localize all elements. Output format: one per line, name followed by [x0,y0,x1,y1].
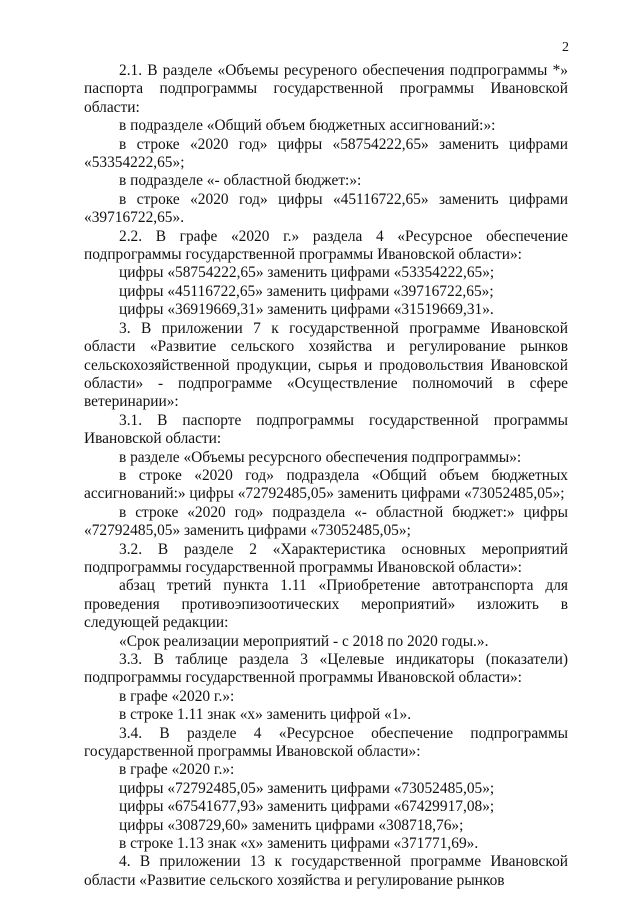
paragraph-figures-6: цифры «308729,60» заменить цифрами «308718,76»; [119,816,464,834]
paragraph-subsection-regional: в подразделе «- областной бюджет:»: [119,172,362,190]
paragraph-row-2020-total: в строке «2020 год» цифры «58754222,65» заменить цифрами «53354222,65»; [84,135,568,172]
paragraph-figures-1: цифры «58754222,65» заменить цифрами «53354222,65»; [119,264,495,282]
paragraph-row-2020-total-3: в строке «2020 год» подраздела «Общий объем бюджетных ассигнований:» цифры «72792485,05» заменить цифрами «73052485,05»; [84,466,568,503]
page-number: 2 [562,40,569,55]
paragraph-2-2: 2.2. В графе «2020 г.» раздела 4 «Ресурсное обеспечение подпрограммы государственной программы Ивановской области»: [84,227,568,264]
paragraph-new-wording: «Срок реализации мероприятий - с 2018 по 2020 годы.». [119,632,489,650]
paragraph-figures-3: цифры «36919669,31» заменить цифрами «31519669,31». [119,301,494,319]
paragraph-3-2: 3.2. В разделе 2 «Характеристика основных мероприятий подпрограммы государственной программы Ивановской области»: [84,540,568,576]
document-body [84,62,568,890]
paragraph-subsection-total: в подразделе «Общий объем бюджетных ассигнований:»: [119,117,496,135]
paragraph-2-1: 2.1. В разделе «Объемы ресуреного обеспечения подпрограммы *» паспорта подпрограммы государственной программы Ивановской области: [84,62,568,116]
paragraph-row-1-13: в строке 1.13 знак «х» заменить цифрами «371771,69». [119,835,479,853]
paragraph-resource-section: в разделе «Объемы ресурсного обеспечения подпрограммы»: [119,448,522,466]
paragraph-row-2020-regional-3: в строке «2020 год» подраздела «- областной бюджет:» цифры «72792485,05» заменить цифрами «73052485,05»; [84,503,568,540]
paragraph-4: 4. В приложении 13 к государственной программе Ивановской области «Развитие сельского хозяйства и регулирование рынков [84,853,568,889]
paragraph-row-2020-regional: в строке «2020 год» цифры «45116722,65» заменить цифрами «39716722,65». [84,190,568,227]
paragraph-3-1: 3.1. В паспорте подпрограммы государственной программы Ивановской области: [84,411,568,448]
paragraph-column-2020: в графе «2020 г.»: [119,687,235,705]
paragraph-column-2020-b: в графе «2020 г.»: [119,761,235,779]
paragraph-3-3: 3.3. В таблице раздела 3 «Целевые индикаторы (показатели) подпрограммы государственной программы Ивановской области»: [84,651,568,687]
paragraph-item-1-11: абзац третий пункта 1.11 «Приобретение автотранспорта для проведения противоэпизоотических мероприятий» изложить в следующей редакции: [84,577,568,632]
paragraph-figures-4: цифры «72792485,05» заменить цифрами «73052485,05»; [119,779,495,797]
paragraph-3: 3. В приложении 7 к государственной программе Ивановской области «Развитие сельского хозяйства и регулирование рынков сельскохозяйственной продукции, сырья и продовольствия Ивановской области» - подпрограмме «Осуществление полномочий в сфере ветеринарии»: [84,319,568,411]
paragraph-row-1-11: в строке 1.11 знак «х» заменить цифрой «1». [119,706,412,724]
paragraph-figures-5: цифры «67541677,93» заменить цифрами «67429917,08»; [119,798,495,816]
paragraph-figures-2: цифры «45116722,65» заменить цифрами «39716722,65»; [119,282,494,300]
paragraph-3-4: 3.4. В разделе 4 «Ресурсное обеспечение подпрограммы государственной программы Ивановской области»: [84,724,568,761]
